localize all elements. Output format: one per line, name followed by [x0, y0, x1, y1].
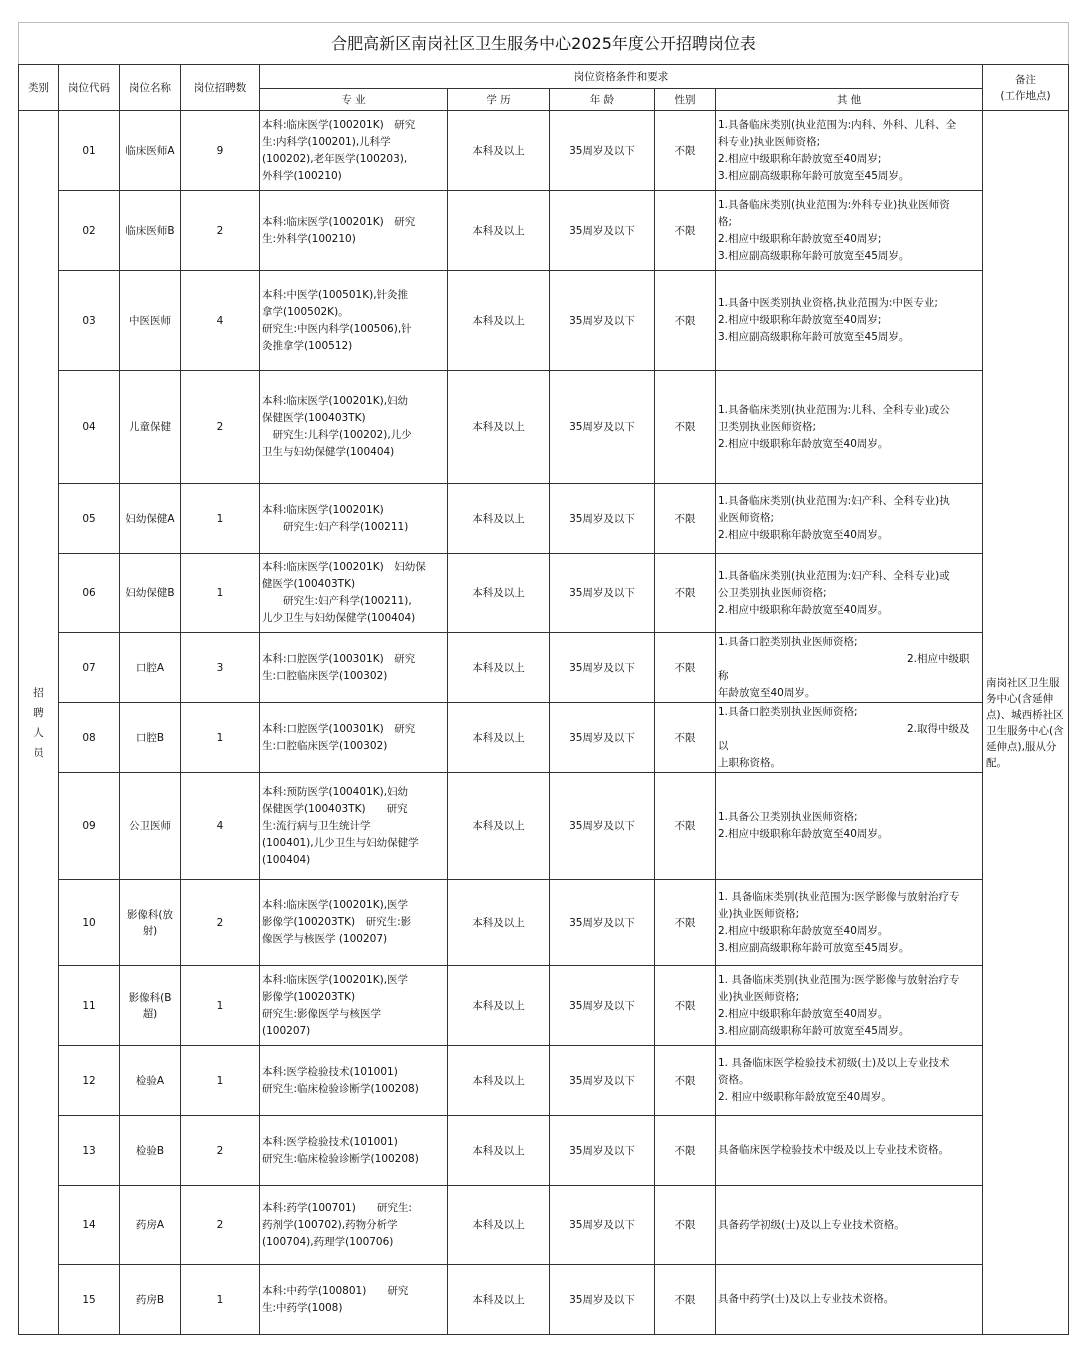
other-line: 3.相应副高级职称年龄可放宽至45周岁。 [718, 1024, 910, 1037]
gender-requirement: 不限 [655, 880, 716, 966]
position-count: 1 [181, 966, 260, 1046]
age-requirement: 35周岁及以下 [550, 633, 655, 703]
position-code: 10 [59, 880, 120, 966]
education-requirement: 本科及以上 [448, 191, 550, 271]
major-line: 本科:医学检验技术(101001) [262, 1065, 398, 1078]
gender-requirement: 不限 [655, 966, 716, 1046]
age-requirement: 35周岁及以下 [550, 484, 655, 554]
major-requirement [260, 1116, 448, 1186]
other-line: 2.相应中级职称年龄放宽至40周岁。 [718, 603, 889, 616]
table-row [19, 554, 1069, 633]
other-requirement [716, 633, 983, 703]
other-requirement [716, 1265, 983, 1335]
major-line: 本科:临床医学(100201K),妇幼 [262, 395, 409, 407]
position-code: 01 [59, 111, 120, 191]
education-requirement: 本科及以上 [448, 773, 550, 880]
position-name: 临床医师B [120, 191, 181, 271]
age-requirement: 35周岁及以下 [550, 1186, 655, 1265]
major-line: 拿学(100502K)。 [262, 305, 349, 318]
major-line: 本科:临床医学(100201K) 研究 [262, 215, 416, 228]
major-line: 研究生:临床检验诊断学(100208) [262, 1152, 419, 1165]
gender-requirement: 不限 [655, 1116, 716, 1186]
major-line: 本科:临床医学(100201K) 妇幼保 [262, 561, 426, 573]
table-row [19, 703, 1069, 773]
table-row [19, 271, 1069, 371]
education-requirement: 本科及以上 [448, 703, 550, 773]
major-requirement [260, 191, 448, 271]
header-name: 岗位名称 [120, 65, 181, 111]
major-line: 生:外科学(100210) [262, 232, 356, 245]
position-count: 2 [181, 1116, 260, 1186]
age-requirement: 35周岁及以下 [550, 1116, 655, 1186]
position-count: 1 [181, 1265, 260, 1335]
header-education: 学 历 [448, 89, 550, 111]
header-other: 其 他 [716, 89, 983, 111]
recruitment-table [18, 22, 1069, 1335]
position-count: 2 [181, 1186, 260, 1265]
other-line: 业)执业医师资格; [718, 907, 800, 920]
table-row [19, 111, 1069, 191]
age-requirement: 35周岁及以下 [550, 880, 655, 966]
other-line: 具备中药学(士)及以上专业技术资格。 [718, 1293, 895, 1305]
major-line: 像医学与核医学 (100207) [262, 933, 388, 945]
position-code: 03 [59, 271, 120, 371]
other-line: 3.相应副高级职称年龄可放宽至45周岁。 [718, 941, 910, 954]
other-line: 上职称资格。 [718, 756, 781, 769]
major-line: 影像学(100203TK) [262, 990, 356, 1003]
age-requirement: 35周岁及以下 [550, 191, 655, 271]
major-line: (100207) [262, 1024, 311, 1037]
position-name: 中医医师 [120, 271, 181, 371]
other-line: 2.相应中级职称年龄放宽至40周岁。 [718, 1007, 889, 1020]
major-line: (100202),老年医学(100203), [262, 152, 408, 165]
position-name: 口腔B [120, 703, 181, 773]
other-line: 具备临床医学检验技术中级及以上专业技术资格。 [718, 1144, 949, 1156]
major-line: 灸推拿学(100512) [262, 339, 353, 352]
other-line: 2.相应中级职称年龄放宽至40周岁。 [718, 828, 889, 840]
gender-requirement: 不限 [655, 633, 716, 703]
category-char: 人 [33, 726, 44, 739]
position-name: 妇幼保健B [120, 554, 181, 633]
table-row [19, 191, 1069, 271]
position-code: 08 [59, 703, 120, 773]
position-name: 药房A [120, 1186, 181, 1265]
other-requirement [716, 191, 983, 271]
gender-requirement: 不限 [655, 554, 716, 633]
education-requirement: 本科及以上 [448, 371, 550, 484]
age-requirement: 35周岁及以下 [550, 1265, 655, 1335]
other-requirement [716, 703, 983, 773]
age-requirement: 35周岁及以下 [550, 773, 655, 880]
other-line: 2.取得中级及以 [718, 722, 970, 752]
position-count: 1 [181, 1046, 260, 1116]
major-line: 本科:临床医学(100201K) [262, 503, 384, 516]
gender-requirement: 不限 [655, 1046, 716, 1116]
position-count: 4 [181, 773, 260, 880]
position-count: 1 [181, 554, 260, 633]
position-name: 影像科(B超) [120, 966, 181, 1046]
other-line: 3.相应副高级职称年龄可放宽至45周岁。 [718, 169, 910, 182]
major-requirement [260, 966, 448, 1046]
major-line: 儿少卫生与妇幼保健学(100404) [262, 612, 416, 624]
education-requirement: 本科及以上 [448, 1046, 550, 1116]
table-row [19, 633, 1069, 703]
position-name: 妇幼保健A [120, 484, 181, 554]
age-requirement: 35周岁及以下 [550, 703, 655, 773]
position-name: 检验A [120, 1046, 181, 1116]
major-line: 生:内科学(100201),儿科学 [262, 135, 391, 148]
other-line: 3.相应副高级职称年龄可放宽至45周岁。 [718, 249, 910, 262]
major-line: (100401),儿少卫生与妇幼保健学 [262, 836, 419, 849]
category-cell [19, 111, 59, 1335]
position-name: 影像科(放射) [120, 880, 181, 966]
other-line: 年龄放宽至40周岁。 [718, 686, 816, 699]
other-line: 业医师资格; [718, 512, 775, 524]
major-line: 研究生:临床检验诊断学(100208) [262, 1082, 419, 1095]
other-line: 业)执业医师资格; [718, 990, 800, 1003]
major-requirement [260, 484, 448, 554]
header-remark [983, 65, 1069, 111]
gender-requirement: 不限 [655, 191, 716, 271]
other-line: 1.具备公卫类别执业医师资格; [718, 811, 858, 823]
other-requirement [716, 484, 983, 554]
position-name: 检验B [120, 1116, 181, 1186]
major-line: 本科:中医学(100501K),针灸推 [262, 288, 409, 301]
education-requirement: 本科及以上 [448, 484, 550, 554]
position-code: 02 [59, 191, 120, 271]
major-requirement [260, 703, 448, 773]
gender-requirement: 不限 [655, 703, 716, 773]
other-requirement [716, 554, 983, 633]
position-name: 儿童保健 [120, 371, 181, 484]
other-line: 具备药学初级(士)及以上专业技术资格。 [718, 1218, 905, 1231]
other-line: 2.相应中级职称年龄放宽至40周岁。 [718, 437, 889, 450]
major-line: 外科学(100210) [262, 169, 342, 182]
position-code: 12 [59, 1046, 120, 1116]
table-row [19, 966, 1069, 1046]
other-line: 1.具备口腔类别执业医师资格; [718, 635, 858, 648]
table-row [19, 1116, 1069, 1186]
other-line: 2.相应中级职称年龄放宽至40周岁。 [718, 529, 889, 541]
other-line: 1.具备临床类别(执业范围为:内科、外科、儿科、全 [718, 118, 957, 131]
category-char: 招 [33, 686, 44, 699]
education-requirement: 本科及以上 [448, 1186, 550, 1265]
major-requirement [260, 1265, 448, 1335]
major-requirement [260, 111, 448, 191]
gender-requirement: 不限 [655, 773, 716, 880]
major-line: 研究生:儿科学(100202),儿少 [262, 429, 412, 441]
table-body [19, 111, 1069, 1335]
education-requirement: 本科及以上 [448, 111, 550, 191]
gender-requirement: 不限 [655, 1186, 716, 1265]
major-line: (100404) [262, 853, 311, 866]
header-remark-subtitle: (工作地点) [1000, 89, 1051, 102]
major-line: 保健医学(100403TK) [262, 412, 366, 424]
other-requirement [716, 1116, 983, 1186]
major-requirement [260, 1046, 448, 1116]
other-line: 1. 具备临床医学检验技术初级(士)及以上专业技术 [718, 1057, 950, 1069]
other-requirement [716, 111, 983, 191]
other-line: 1.具备临床类别(执业范围为:妇产科、全科专业)执 [718, 495, 950, 507]
table-row [19, 880, 1069, 966]
major-line: 研究生:影像医学与核医学 [262, 1007, 382, 1020]
page-title: 合肥高新区南岗社区卫生服务中心2025年度公开招聘岗位表 [19, 23, 1069, 65]
major-line: 本科:药学(100701) 研究生: [262, 1201, 412, 1214]
table-row [19, 1265, 1069, 1335]
major-line: 本科:口腔医学(100301K) 研究 [262, 652, 416, 665]
table-row [19, 1046, 1069, 1116]
age-requirement: 35周岁及以下 [550, 111, 655, 191]
other-requirement [716, 371, 983, 484]
major-line: 研究生:妇产科学(100211) [262, 520, 409, 533]
position-code: 09 [59, 773, 120, 880]
major-line: 生:流行病与卫生统计学 [262, 819, 371, 832]
education-requirement: 本科及以上 [448, 554, 550, 633]
header-age: 年 龄 [550, 89, 655, 111]
position-count: 1 [181, 484, 260, 554]
major-requirement [260, 773, 448, 880]
major-line: 生:口腔临床医学(100302) [262, 669, 388, 682]
position-code: 06 [59, 554, 120, 633]
other-line: 公卫类别执业医师资格; [718, 586, 827, 599]
other-requirement [716, 966, 983, 1046]
other-line: 2.相应中级职称年龄放宽至40周岁; [718, 152, 882, 165]
other-requirement [716, 880, 983, 966]
other-line: 1.具备口腔类别执业医师资格; [718, 705, 858, 718]
position-code: 15 [59, 1265, 120, 1335]
header-code: 岗位代码 [59, 65, 120, 111]
major-line: 本科:临床医学(100201K),医学 [262, 973, 409, 986]
gender-requirement: 不限 [655, 484, 716, 554]
position-code: 05 [59, 484, 120, 554]
major-requirement [260, 633, 448, 703]
major-requirement [260, 371, 448, 484]
category-char: 员 [33, 746, 44, 759]
position-code: 14 [59, 1186, 120, 1265]
education-requirement: 本科及以上 [448, 880, 550, 966]
table-row [19, 371, 1069, 484]
gender-requirement: 不限 [655, 371, 716, 484]
table-row [19, 1186, 1069, 1265]
major-line: 研究生:妇产科学(100211), [262, 595, 412, 607]
major-requirement [260, 554, 448, 633]
table-row [19, 484, 1069, 554]
major-line: 保健医学(100403TK) 研究 [262, 802, 408, 815]
header-remark-title: 备注 [1015, 73, 1037, 86]
major-requirement [260, 1186, 448, 1265]
major-line: 本科:中药学(100801) 研究 [262, 1284, 409, 1297]
position-code: 13 [59, 1116, 120, 1186]
major-line: 研究生:中医内科学(100506),针 [262, 322, 412, 335]
other-line: 3.相应副高级职称年龄可放宽至45周岁。 [718, 331, 910, 343]
major-line: 本科:预防医学(100401K),妇幼 [262, 785, 409, 798]
other-requirement [716, 1046, 983, 1116]
other-line: 1. 具备临床类别(执业范围为:医学影像与放射治疗专 [718, 890, 960, 903]
age-requirement: 35周岁及以下 [550, 554, 655, 633]
remark-cell: 南岗社区卫生服务中心(含延伸点)、城西桥社区卫生服务中心(含延伸点),服从分配。 [983, 111, 1069, 1335]
major-line: 生:口腔临床医学(100302) [262, 739, 388, 752]
education-requirement: 本科及以上 [448, 271, 550, 371]
position-count: 2 [181, 880, 260, 966]
other-line: 1.具备临床类别(执业范围为:外科专业)执业医师资 [718, 198, 950, 211]
header-category: 类别 [19, 65, 59, 111]
other-line: 2.相应中级职称年龄放宽至40周岁; [718, 314, 882, 326]
major-requirement [260, 880, 448, 966]
position-name: 药房B [120, 1265, 181, 1335]
other-line: 2.相应中级职称 [718, 652, 970, 682]
education-requirement: 本科及以上 [448, 1116, 550, 1186]
major-requirement [260, 271, 448, 371]
other-requirement [716, 773, 983, 880]
major-line: 本科:医学检验技术(101001) [262, 1135, 398, 1148]
position-count: 2 [181, 191, 260, 271]
age-requirement: 35周岁及以下 [550, 371, 655, 484]
other-line: 科专业)执业医师资格; [718, 135, 821, 148]
category-char: 聘 [33, 706, 44, 719]
position-code: 07 [59, 633, 120, 703]
recruitment-table-sheet [18, 22, 1068, 1335]
position-count: 3 [181, 633, 260, 703]
major-line: 卫生与妇幼保健学(100404) [262, 446, 395, 458]
major-line: 生:中药学(1008) [262, 1301, 343, 1314]
other-line: 1. 具备临床类别(执业范围为:医学影像与放射治疗专 [718, 973, 960, 986]
table-row [19, 773, 1069, 880]
major-line: 健医学(100403TK) [262, 578, 356, 590]
header-count: 岗位招聘数 [181, 65, 260, 111]
other-line: 1.具备中医类别执业资格,执业范围为:中医专业; [718, 297, 938, 309]
education-requirement: 本科及以上 [448, 966, 550, 1046]
gender-requirement: 不限 [655, 111, 716, 191]
position-count: 9 [181, 111, 260, 191]
header-qualification-group: 岗位资格条件和要求 [260, 65, 983, 89]
age-requirement: 35周岁及以下 [550, 271, 655, 371]
other-line: 2.相应中级职称年龄放宽至40周岁; [718, 232, 882, 245]
position-name: 临床医师A [120, 111, 181, 191]
position-name: 公卫医师 [120, 773, 181, 880]
major-line: 本科:临床医学(100201K) 研究 [262, 118, 416, 131]
position-code: 04 [59, 371, 120, 484]
other-line: 卫类别执业医师资格; [718, 420, 817, 433]
gender-requirement: 不限 [655, 271, 716, 371]
major-line: 影像学(100203TK) 研究生:影 [262, 916, 412, 928]
other-requirement [716, 1186, 983, 1265]
other-line: 1.具备临床类别(执业范围为:儿科、全科专业)或公 [718, 403, 950, 416]
other-line: 资格。 [718, 1074, 750, 1086]
position-code: 11 [59, 966, 120, 1046]
gender-requirement: 不限 [655, 1265, 716, 1335]
other-line: 2. 相应中级职称年龄放宽至40周岁。 [718, 1091, 892, 1103]
header-gender: 性别 [655, 89, 716, 111]
other-line: 2.相应中级职称年龄放宽至40周岁。 [718, 924, 889, 937]
position-count: 1 [181, 703, 260, 773]
position-count: 2 [181, 371, 260, 484]
education-requirement: 本科及以上 [448, 633, 550, 703]
age-requirement: 35周岁及以下 [550, 1046, 655, 1116]
other-line: 1.具备临床类别(执业范围为:妇产科、全科专业)或 [718, 569, 950, 582]
other-line: 格; [718, 215, 733, 228]
major-line: 本科:临床医学(100201K),医学 [262, 899, 409, 911]
major-line: (100704),药理学(100706) [262, 1235, 394, 1248]
position-name: 口腔A [120, 633, 181, 703]
major-line: 药剂学(100702),药物分析学 [262, 1218, 398, 1231]
education-requirement: 本科及以上 [448, 1265, 550, 1335]
position-count: 4 [181, 271, 260, 371]
header-major: 专 业 [260, 89, 448, 111]
age-requirement: 35周岁及以下 [550, 966, 655, 1046]
other-requirement [716, 271, 983, 371]
major-line: 本科:口腔医学(100301K) 研究 [262, 722, 416, 735]
